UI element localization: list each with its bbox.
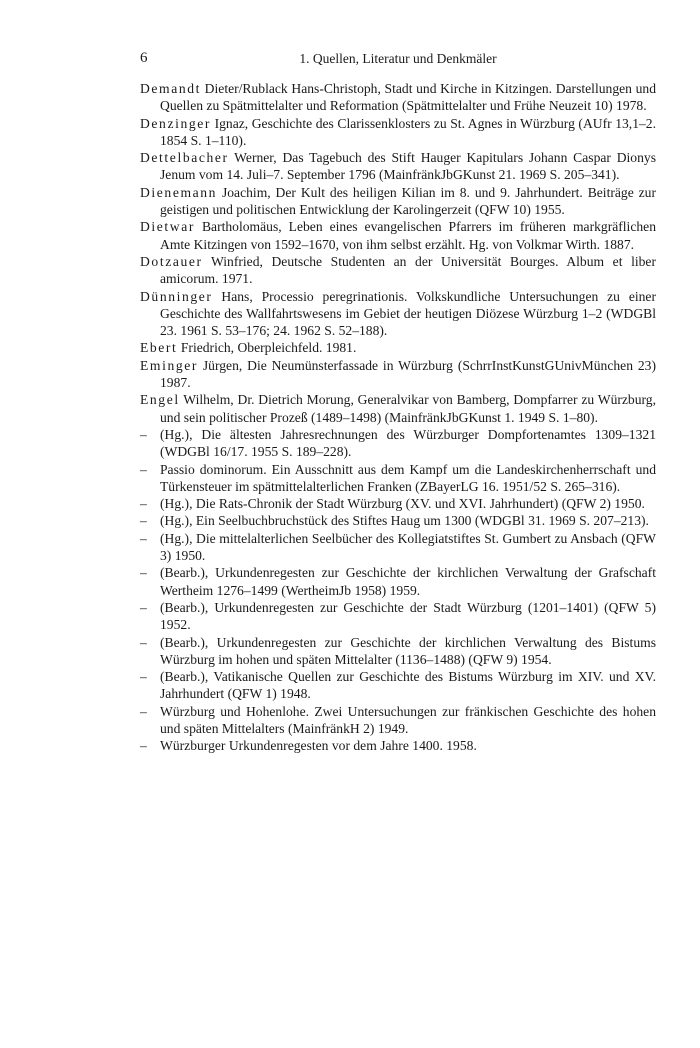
ditto-dash: –: [140, 703, 147, 719]
ditto-dash: –: [140, 669, 147, 685]
bibliography-entry: [140, 149, 656, 184]
page-number: 6: [140, 50, 148, 66]
ditto-dash: –: [140, 513, 147, 529]
entry-text: Ignaz, Geschichte des Clarissenklosters zu St. Agnes in Würzburg (AUfr 13,1–2. 1854 S. 1–110).: [160, 115, 656, 148]
entry-text: (Bearb.), Urkundenregesten zur Geschichte der kirchlichen Verwaltung der Grafschaft Wertheim 1276–1499 (WertheimJb 1958) 1959.: [160, 565, 656, 598]
entry-text: (Bearb.), Urkundenregesten zur Geschichte der kirchlichen Verwaltung des Bistums Würzburg im hohen und späten Mittelalter (1136–1488) (QFW 9) 1954.: [160, 634, 656, 667]
entry-text: (Hg.), Die ältesten Jahresrechnungen des Würzburger Dompfortenamtes 1309–1321 (WDGBl 16/17. 1955 S. 189–228).: [160, 426, 656, 460]
entry-text: Werner, Das Tagebuch des Stift Hauger Kapitulars Johann Caspar Dionys Jenum vom 14. Juli–7. September 1796 (MainfränkJbGKunst 21. 1969 S. 205–341).: [160, 150, 656, 183]
entry-text: Hans, Processio peregrinationis. Volkskundliche Untersuchungen zu einer Geschichte des Wallfahrtswesens im Gebiet der heutigen Diözese Würzburg 1–2 (WDGBl 23. 1961 S. 53–176; 24. 1962 S. 52–188).: [160, 288, 656, 339]
entry-author: Dienemann: [140, 184, 218, 200]
bibliography-entry: [140, 512, 656, 529]
entry-text: Joachim, Der Kult des heiligen Kilian im 8. und 9. Jahrhundert. Beiträge zur geistigen und politischen Entwicklung der Karolingerzeit (QFW 10) 1955.: [160, 184, 656, 218]
bibliography-entry: [140, 634, 656, 669]
entry-text: Friedrich, Oberpleichfeld. 1981.: [177, 340, 357, 356]
ditto-dash: –: [140, 738, 147, 754]
ditto-dash: –: [140, 530, 147, 546]
entry-text: (Hg.), Die Rats-Chronik der Stadt Würzburg (XV. und XVI. Jahrhundert) (QFW 2) 1950.: [160, 496, 645, 512]
bibliography-entry: [140, 80, 656, 115]
ditto-dash: –: [140, 461, 147, 477]
bibliography-entry: [140, 564, 656, 599]
ditto-dash: –: [140, 599, 147, 615]
entry-text: (Bearb.), Vatikanische Quellen zur Geschichte des Bistums Würzburg im XIV. und XV. Jahrhundert (QFW 1) 1948.: [160, 669, 656, 702]
entry-author: Eminger: [140, 357, 199, 373]
entry-text: (Hg.), Ein Seelbuchbruchstück des Stiftes Haug um 1300 (WDGBl 31. 1969 S. 207–213).: [160, 513, 649, 529]
entry-author: Dietwar: [140, 219, 195, 235]
entry-text: Passio dominorum. Ein Ausschnitt aus dem Kampf um die Landeskirchenherrschaft und Türkensteuer im spätmittelalterlichen Franken (ZBayerLG 16. 1951/52 S. 265–316).: [160, 461, 656, 494]
entry-author: Denzinger: [140, 115, 212, 131]
bibliography-entry: [140, 115, 656, 150]
bibliography-entry: [140, 530, 656, 565]
entry-text: Jürgen, Die Neumünsterfassade in Würzburg (SchrrInstKunstGUnivMünchen 23) 1987.: [160, 357, 656, 391]
bibliography-entry: [140, 339, 656, 356]
bibliography-entry: [140, 218, 656, 253]
entry-author: Dünninger: [140, 288, 213, 304]
bibliography-entry: [140, 184, 656, 219]
ditto-dash: –: [140, 496, 147, 512]
bibliography-entry: [140, 599, 656, 634]
bibliography-entry: [140, 668, 656, 703]
entry-author: Dettelbacher: [140, 150, 229, 166]
bibliography-entry: [140, 703, 656, 738]
entry-text: Bartholomäus, Leben eines evangelischen Pfarrers im früheren markgräflichen Amte Kitzingen von 1592–1670, von ihm selbst erzählt. Hg. von Volkmar Wirth. 1887.: [160, 219, 656, 252]
entry-text: (Bearb.), Urkundenregesten zur Geschichte der Stadt Würzburg (1201–1401) (QFW 5) 1952.: [160, 599, 656, 633]
entry-text: Würzburger Urkundenregesten vor dem Jahre 1400. 1958.: [160, 738, 477, 754]
entry-text: Wilhelm, Dr. Dietrich Morung, Generalvikar von Bamberg, Dompfarrer zu Würzburg, und sein politischer Prozeß (1489–1498) (MainfränkJbGKunst 1. 1949 S. 1–80).: [160, 392, 656, 425]
entry-text: Winfried, Deutsche Studenten an der Universität Bourges. Album et liber amicorum. 1971.: [160, 253, 656, 287]
ditto-dash: –: [140, 634, 147, 650]
entry-text: Dieter/Rublack Hans-Christoph, Stadt und Kirche in Kitzingen. Darstellungen und Quellen zu Spätmittelalter und Reformation (Spätmittelalter und Frühe Neuzeit 10) 1978.: [160, 81, 656, 114]
ditto-dash: –: [140, 565, 147, 581]
bibliography-entry: [140, 461, 656, 496]
entry-text: Würzburg und Hohenlohe. Zwei Untersuchungen zur fränkischen Geschichte des hohen und späten Mittelalters (MainfränkH 2) 1949.: [160, 703, 656, 736]
ditto-dash: –: [140, 426, 147, 442]
entry-text: (Hg.), Die mittelalterlichen Seelbücher des Kollegiatstiftes St. Gumbert zu Ansbach (QFW 3) 1950.: [160, 530, 656, 564]
bibliography-entry: [140, 357, 656, 392]
entry-author: Demandt: [140, 81, 202, 96]
bibliography-entry: [140, 737, 656, 754]
bibliography-entry: [140, 495, 656, 512]
running-head: 1. Quellen, Literatur und Denkmäler: [299, 51, 497, 66]
entry-author: Ebert: [140, 340, 178, 356]
bibliography-entry: [140, 391, 656, 426]
bibliography-list: [140, 80, 656, 755]
bibliography-entry: [140, 253, 656, 288]
bibliography-entry: [140, 288, 656, 340]
entry-author: Engel: [140, 392, 180, 408]
bibliography-entry: [140, 426, 656, 461]
entry-author: Dotzauer: [140, 253, 203, 269]
